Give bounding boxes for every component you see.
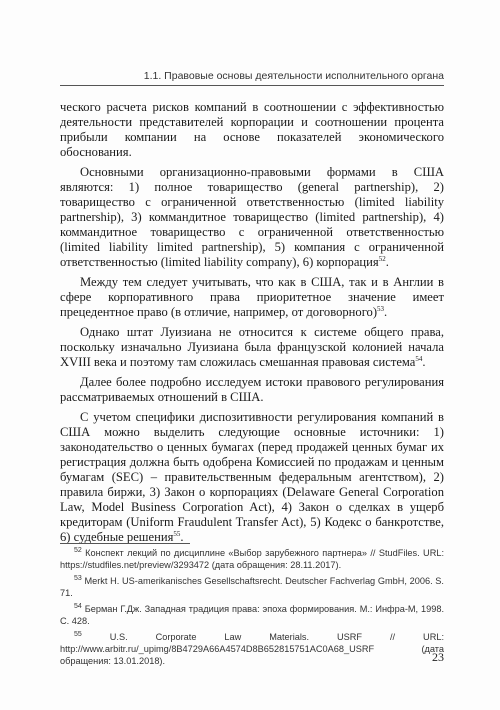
footnote-52 xyxy=(60,547,444,571)
footnotes xyxy=(60,547,444,671)
paragraph-2-end: . xyxy=(385,255,389,269)
paragraph-4-text: Однако штат Луизиана не относится к системе общего права, поскольку изначально Луизиана была французской колонией начала XVIII века и поэтому там сложилась смешанная правовая система xyxy=(60,325,444,369)
paragraph-4 xyxy=(60,325,444,370)
footnote-number: 52 xyxy=(74,546,82,554)
paragraph-2-text: Основными организационно-правовыми формами в США являются: 1) полное товарищество (general partnership), 2) товарищество с ограниченной ответственностью (limited liability partnership), 3) коммандитное товарищество (limited partnership), 4) коммандитное товарищество с ограниченной ответственностью (limited liability limited partnership), 5) компания с ограниченной ответственностью (limited liability company), 6) корпорация xyxy=(60,165,444,269)
paragraph-5: Далее более подробно исследуем истоки правового регулирования рассматриваемых отношений в США. xyxy=(60,375,444,404)
footnote-54 xyxy=(60,603,444,627)
footnote-ref-52[interactable]: 52 xyxy=(378,254,386,263)
paragraph-3-text: Между тем следует учитывать, что как в США, так и в Англии в сфере корпоративного права приоритетное значение имеет прецедентное право (в отличие, например, от договорного) xyxy=(60,275,444,319)
footnote-ref-53[interactable]: 53 xyxy=(377,304,385,313)
paragraph-2 xyxy=(60,165,444,270)
footnote-ref-55[interactable]: 55 xyxy=(173,529,181,538)
footnote-ref-54[interactable]: 54 xyxy=(415,354,423,363)
main-text xyxy=(60,100,444,550)
footnote-text: Merkt H. US-amerikanisches Gesellschaftsrecht. Deutscher Fachverlag GmbH, 2006. S. 71. xyxy=(60,576,444,598)
running-head: 1.1. Правовые основы деятельности исполнительного органа xyxy=(143,70,444,82)
paragraph-6 xyxy=(60,410,444,545)
header-rule xyxy=(60,85,444,86)
footnote-text: Конспект лекций по дисциплине «Выбор зарубежного партнера» // StudFiles. URL: https://studfiles.net/preview/3293472 (дата обращения: 28.11.2017). xyxy=(60,548,444,570)
footnote-55 xyxy=(60,631,444,667)
footnote-text: Берман Г.Дж. Западная традиция права: эпоха формирования. М.: Инфра-М, 1998. С. 428. xyxy=(60,604,444,626)
footnote-number: 55 xyxy=(74,630,82,638)
page-number: 23 xyxy=(432,650,444,664)
footnote-text: U.S. Corporate Law Materials. USRF // URL: http://www.arbitr.ru/_upimg/8B4729A66A4574D8B652815751AC0A68_USRF (дата обращения: 13.01.2018). xyxy=(60,632,444,666)
paragraph-1: ческого расчета рисков компаний в соотношении с эффективностью деятельности представителей корпорации и соотношении процента прибыли компании на основе показателей экономического обоснования. xyxy=(60,100,444,159)
paragraph-6-text: С учетом специфики диспозитивности регулирования компаний в США можно выделить следующие основные источники: 1) законодательство о ценных бумагах (перед продажей ценных бумаг их регистрация должна быть одобрена Комиссией по продажам и ценным бумагам (SEC) – правительственным федеральным агентством), 2) правила биржи, 3) Закон о корпорациях (Delaware General Corporation Law, Model Business Corporation Act), 4) Закон о сделках в ущерб кредиторам (Uniform Fraudulent Transfer Act), 5) Кодекс о банкротстве, 6) судебные решения xyxy=(60,410,444,544)
footnote-number: 53 xyxy=(74,574,82,582)
footnote-rule xyxy=(60,543,190,544)
paragraph-6-end: . xyxy=(180,530,184,544)
paragraph-3 xyxy=(60,275,444,320)
footnote-number: 54 xyxy=(74,602,82,610)
paragraph-4-end: . xyxy=(422,355,426,369)
footnote-53 xyxy=(60,575,444,599)
paragraph-3-end: . xyxy=(384,305,388,319)
